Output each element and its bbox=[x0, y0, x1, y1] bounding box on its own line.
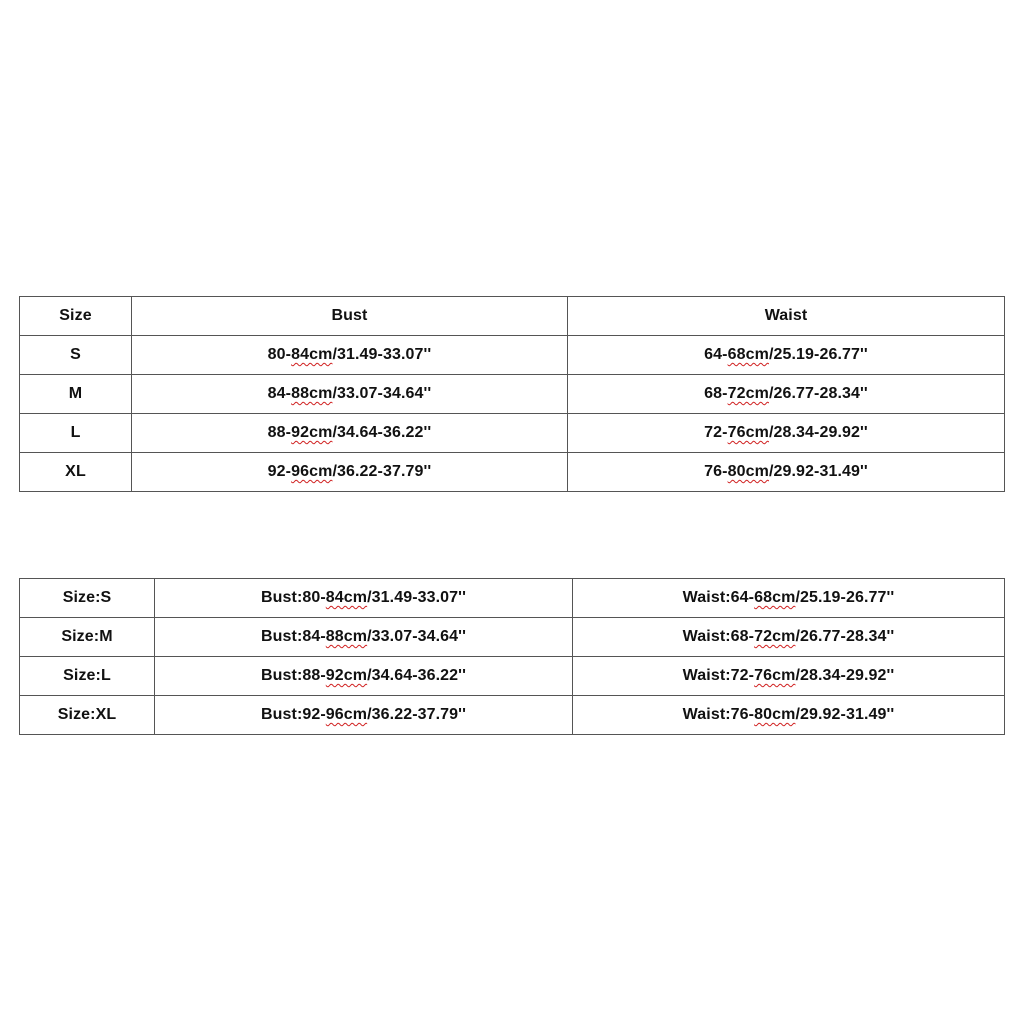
waist-cm-text: 72cm bbox=[754, 628, 796, 645]
bust-inch-text: /33.07-34.64'' bbox=[332, 385, 432, 402]
waist-cell bbox=[568, 453, 1005, 492]
table-header-row bbox=[20, 297, 1005, 336]
waist-cell bbox=[573, 618, 1005, 657]
bust-text: 84- bbox=[267, 385, 292, 402]
waist-text: Waist:72- bbox=[682, 667, 755, 684]
waist-inch-text: /25.19-26.77'' bbox=[795, 589, 895, 606]
waist-text: 72- bbox=[704, 424, 728, 441]
waist-cell bbox=[568, 375, 1005, 414]
table-row bbox=[20, 336, 1005, 375]
size-cell: M bbox=[20, 375, 132, 414]
bust-cm-text: 88cm bbox=[325, 628, 368, 645]
waist-text: Waist:68- bbox=[682, 628, 755, 645]
bust-cell bbox=[132, 453, 568, 492]
bust-text: Bust:80- bbox=[260, 589, 326, 606]
size-cell: Size:L bbox=[20, 657, 155, 696]
waist-inch-text: /26.77-28.34'' bbox=[768, 385, 868, 402]
size-cell: L bbox=[20, 414, 132, 453]
waist-text: 76- bbox=[704, 463, 728, 480]
table-row bbox=[20, 453, 1005, 492]
bust-text: Bust:84- bbox=[260, 628, 326, 645]
waist-text: 68- bbox=[704, 385, 728, 402]
waist-text: Waist:76- bbox=[682, 706, 755, 723]
table-row bbox=[20, 579, 1005, 618]
waist-cm-text: 76cm bbox=[754, 667, 796, 684]
bust-text: Bust:92- bbox=[260, 706, 326, 723]
header-size: Size bbox=[20, 297, 132, 336]
waist-cell bbox=[568, 414, 1005, 453]
bust-text: 80- bbox=[267, 346, 292, 363]
bust-cm-text: 96cm bbox=[291, 463, 333, 480]
bust-cell bbox=[155, 618, 573, 657]
bust-cell bbox=[155, 696, 573, 735]
waist-inch-text: /25.19-26.77'' bbox=[768, 346, 868, 363]
table-row bbox=[20, 375, 1005, 414]
bust-cm-text: 84cm bbox=[325, 589, 368, 606]
waist-inch-text: /26.77-28.34'' bbox=[795, 628, 895, 645]
bust-text: Bust:88- bbox=[260, 667, 326, 684]
bust-cell bbox=[132, 336, 568, 375]
waist-text: 64- bbox=[704, 346, 728, 363]
size-cell: Size:XL bbox=[20, 696, 155, 735]
bust-inch-text: /31.49-33.07'' bbox=[367, 589, 466, 606]
size-chart-table bbox=[19, 296, 1005, 492]
bust-cm-text: 88cm bbox=[291, 385, 333, 402]
table-row bbox=[20, 618, 1005, 657]
bust-inch-text: /33.07-34.64'' bbox=[367, 628, 466, 645]
waist-inch-text: /29.92-31.49'' bbox=[795, 706, 895, 723]
waist-cm-text: 76cm bbox=[727, 424, 769, 441]
waist-cm-text: 68cm bbox=[727, 346, 769, 363]
bust-inch-text: /36.22-37.79'' bbox=[367, 706, 466, 723]
header-waist: Waist bbox=[568, 297, 1005, 336]
bust-cm-text: 92cm bbox=[291, 424, 333, 441]
size-cell: S bbox=[20, 336, 132, 375]
table-row bbox=[20, 414, 1005, 453]
bust-cm-text: 84cm bbox=[291, 346, 333, 363]
waist-cell bbox=[568, 336, 1005, 375]
bust-cell bbox=[132, 375, 568, 414]
waist-cm-text: 72cm bbox=[727, 385, 769, 402]
bust-cell bbox=[155, 579, 573, 618]
table-row bbox=[20, 657, 1005, 696]
bust-cm-text: 96cm bbox=[325, 706, 368, 723]
waist-inch-text: /29.92-31.49'' bbox=[768, 463, 868, 480]
bust-inch-text: /36.22-37.79'' bbox=[332, 463, 432, 480]
size-cell: Size:M bbox=[20, 618, 155, 657]
size-cell: Size:S bbox=[20, 579, 155, 618]
bust-cell bbox=[132, 414, 568, 453]
bust-inch-text: /34.64-36.22'' bbox=[367, 667, 466, 684]
size-chart-table-inline bbox=[19, 578, 1005, 735]
waist-cm-text: 80cm bbox=[754, 706, 796, 723]
waist-cell bbox=[573, 579, 1005, 618]
waist-cm-text: 80cm bbox=[727, 463, 769, 480]
waist-inch-text: /28.34-29.92'' bbox=[795, 667, 895, 684]
waist-cell bbox=[573, 657, 1005, 696]
bust-inch-text: /34.64-36.22'' bbox=[332, 424, 432, 441]
waist-cell bbox=[573, 696, 1005, 735]
bust-cell bbox=[155, 657, 573, 696]
bust-text: 88- bbox=[267, 424, 292, 441]
waist-text: Waist:64- bbox=[682, 589, 755, 606]
table-row bbox=[20, 696, 1005, 735]
size-cell: XL bbox=[20, 453, 132, 492]
bust-text: 92- bbox=[267, 463, 292, 480]
waist-cm-text: 68cm bbox=[754, 589, 796, 606]
header-bust: Bust bbox=[132, 297, 568, 336]
waist-inch-text: /28.34-29.92'' bbox=[768, 424, 868, 441]
bust-inch-text: /31.49-33.07'' bbox=[332, 346, 432, 363]
bust-cm-text: 92cm bbox=[325, 667, 368, 684]
